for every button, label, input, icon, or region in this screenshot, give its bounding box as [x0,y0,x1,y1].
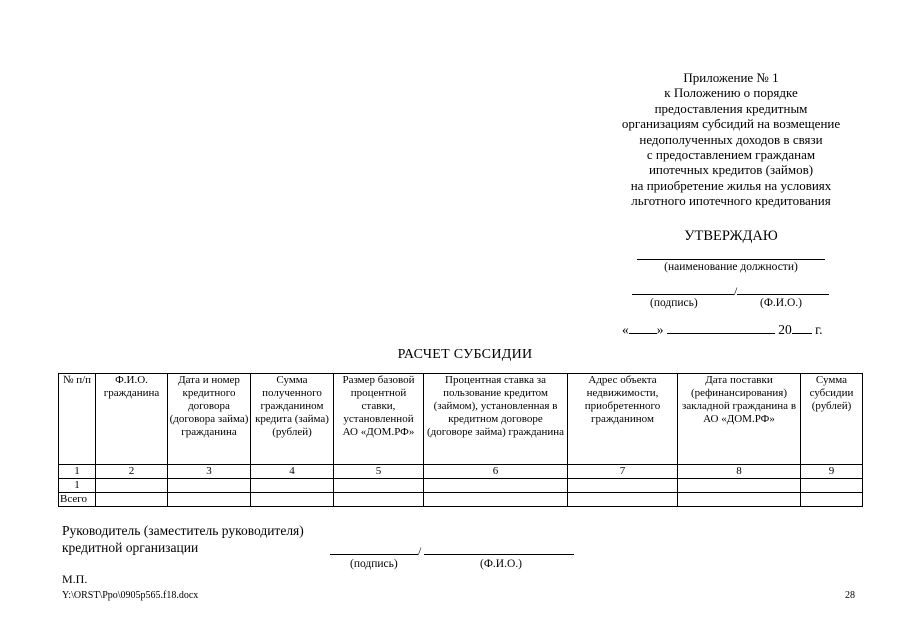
subsidy-table [58,373,863,507]
head-line: Руководитель (заместитель руководителя) [62,523,304,538]
header-property-address: Адрес объекта недвижимости, приобретенного гражданином [568,374,678,465]
column-number: 5 [334,465,424,479]
head-line: кредитной организации [62,540,199,555]
column-number: 6 [424,465,568,479]
appendix-line: к Положению о порядке [664,85,798,101]
appendix-line: на приобретение жилья на условиях [630,177,832,193]
name-caption: (Ф.И.О.) [760,297,802,309]
appendix-line: предоставления кредитным [654,100,808,116]
empty-cell [96,493,168,507]
appendix-line: Приложение № 1 [683,70,779,85]
head-of-organization-label [62,522,304,556]
signature-blank [632,284,734,295]
column-number: 8 [678,465,801,479]
footer-signature-captions [350,558,522,570]
approval-signature-captions [650,297,802,309]
appendix-line: ипотечных кредитов (займов) [648,162,814,178]
column-number: 7 [568,465,678,479]
appendix-line: недополученных доходов в связи [639,131,823,147]
empty-cell [424,479,568,493]
header-mortgage-date: Дата поставки (рефинансирования) закладной гражданина в АО «ДОМ.РФ» [678,374,801,465]
footer-name-blank [424,544,574,555]
page-number: 28 [845,590,855,601]
empty-cell [678,479,801,493]
month-blank [667,321,775,334]
table-header-row [59,374,863,465]
empty-cell [424,493,568,507]
header-contract: Дата и номер кредитного договора (договора займа) гражданина [168,374,251,465]
day-blank [629,321,657,334]
empty-cell [678,493,801,507]
empty-cell [568,493,678,507]
appendix-heading [592,70,870,209]
footer-signature-line [330,544,574,559]
document-title: РАСЧЕТ СУБСИДИИ [397,347,533,362]
header-number: № п/п [59,374,96,465]
empty-cell [801,479,863,493]
footer-name-caption: (Ф.И.О.) [480,558,522,570]
column-number: 9 [801,465,863,479]
column-numbers-row [59,465,863,479]
position-blank-line [637,259,825,260]
empty-cell [251,479,334,493]
year-blank [792,321,812,334]
empty-cell [251,493,334,507]
total-label: Всего [59,493,96,507]
date-open-quote: « [622,322,629,337]
header-full-name: Ф.И.О. гражданина [96,374,168,465]
appendix-line: льготного ипотечного кредитования [631,193,831,209]
empty-cell [568,479,678,493]
footer-slash: / [418,544,422,558]
column-number: 4 [251,465,334,479]
signature-caption: (подпись) [650,297,698,309]
empty-cell [96,479,168,493]
date-close-quote: » [656,322,664,337]
appendix-line: организациям субсидий на возмещение [621,116,841,132]
table-row [59,479,863,493]
date-year: 20 [778,322,792,337]
position-caption: (наименование должности) [664,261,798,273]
total-row [59,493,863,507]
date-suffix: г. [815,322,823,337]
row-label: 1 [59,479,96,493]
column-number: 1 [59,465,96,479]
footer-signature-caption: (подпись) [350,558,398,570]
header-interest-rate: Процентная ставка за пользование кредитом (займом), установленная в кредитном договоре (договоре займа) гражданина [424,374,568,465]
empty-cell [801,493,863,507]
empty-cell [334,493,424,507]
empty-cell [168,479,251,493]
file-path: Y:\ORST\Ppo\0905p565.f18.docx [62,590,199,601]
name-blank [737,284,829,295]
footer-signature-blank [330,544,418,555]
stamp-place-label: М.П. [62,572,88,586]
empty-cell [334,479,424,493]
approval-heading: УТВЕРЖДАЮ [684,228,778,244]
column-number: 3 [168,465,251,479]
appendix-line: с предоставлением гражданам [646,147,816,163]
signature-slash: / [734,284,738,298]
approval-date-line [622,321,823,338]
header-loan-amount: Сумма полученного гражданином кредита (займа) (рублей) [251,374,334,465]
header-subsidy-amount: Сумма субсидии (рублей) [801,374,863,465]
empty-cell [168,493,251,507]
header-base-rate: Размер базовой процентной ставки, установленной АО «ДОМ.РФ» [334,374,424,465]
column-number: 2 [96,465,168,479]
